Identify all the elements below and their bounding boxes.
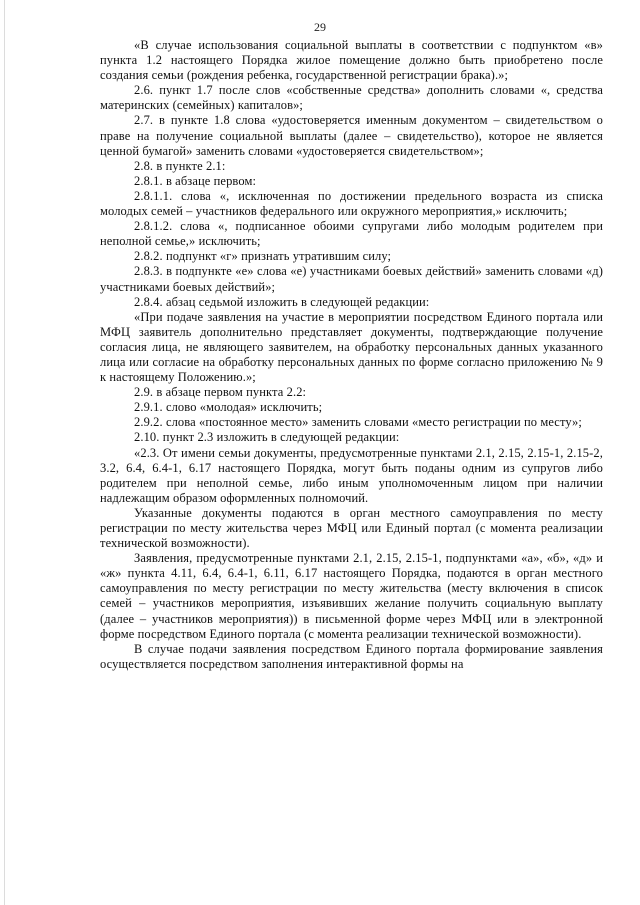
- paragraph: 2.6. пункт 1.7 после слов «собственные средства» дополнить словами «, средства материнских (семейных) капиталов»;: [100, 83, 603, 113]
- document-body: [100, 38, 603, 672]
- paragraph: «2.3. От имени семьи документы, предусмотренные пунктами 2.1, 2.15, 2.15-1, 2.15-2, 3.2, 6.4, 6.4-1, 6.17 настоящего Порядка, могут быть поданы одним из супругов либо родителем при неполной семье, либо иным уполномоченным лицом при наличии надлежащим образом оформленных полномочий.: [100, 445, 603, 505]
- paragraph: 2.10. пункт 2.3 изложить в следующей редакции:: [134, 430, 400, 445]
- paragraph: 2.8.1. в абзаце первом:: [134, 173, 257, 188]
- paragraph: «При подаче заявления на участие в мероприятии посредством Единого портала или МФЦ заявитель дополнительно представляет документы, подтверждающие получение согласия лица, не являющего заявителем, на обработку персональных данных указанного лица или согласие на обработку персональных данных по форме согласно приложению № 9 к настоящему Положению.»;: [100, 309, 603, 385]
- paragraph: 2.9.1. слово «молодая» исключить;: [134, 400, 323, 415]
- paragraph: Указанные документы подаются в орган местного самоуправления по месту регистрации по месту жительства через МФЦ или Единый портал (с момента реализации технической возможности).: [100, 505, 603, 551]
- paragraph: 2.7. в пункте 1.8 слова «удостоверяется именным документом – свидетельством о праве на получение социальной выплаты (далее – свидетельство), которое не является ценной бумагой» заменить словами «удостоверяется свидетельством»;: [100, 113, 603, 158]
- paragraph: 2.8.1.2. слова «, подписанное обоими супругами либо молодым родителем при неполной семье,» исключить;: [100, 219, 603, 249]
- page-number: 29: [314, 20, 326, 34]
- paragraph: 2.8.1.1. слова «, исключенная по достижении предельного возраста из списка молодых семей – участников федерального или окружного мероприятия,» исключить;: [100, 188, 603, 219]
- paragraph: Заявления, предусмотренные пунктами 2.1, 2.15, 2.15-1, подпунктами «а», «б», «д» и «ж» пункта 4.11, 6.4, 6.4-1, 6.11, 6.17 настоящего Порядка, подаются в орган местного самоуправления по месту регистрации по месту жительства (месту включения в список семей – участников мероприятия, изъявивших желание получить социальную выплату (далее – участников мероприятия)) в письменной форме через МФЦ или в электронной форме посредством Единого портала (с момента реализации технической возможности).: [100, 551, 603, 641]
- paragraph: 2.8.2. подпункт «г» признать утратившим силу;: [134, 249, 392, 264]
- paragraph: «В случае использования социальной выплаты в соответствии с подпунктом «в» пункта 1.2 настоящего Порядка жилое помещение должно быть приобретено после создания семьи (рождения ребенка, государственной регистрации брака).»;: [100, 38, 603, 83]
- paragraph: 2.9.2. слова «постоянное место» заменить словами «место регистрации по месту»;: [134, 415, 582, 430]
- scan-edge-line: [4, 0, 5, 905]
- paragraph: 2.8.3. в подпункте «е» слова «е) участниками боевых действий» заменить словами «д) участниками боевых действий»;: [100, 264, 603, 294]
- paragraph: 2.8. в пункте 2.1:: [134, 158, 226, 173]
- paragraph: 2.9. в абзаце первом пункта 2.2:: [134, 385, 307, 400]
- paragraph: 2.8.4. абзац седьмой изложить в следующей редакции:: [134, 294, 430, 309]
- paragraph: В случае подачи заявления посредством Единого портала формирование заявления осуществляется посредством заполнения интерактивной формы на: [100, 641, 603, 671]
